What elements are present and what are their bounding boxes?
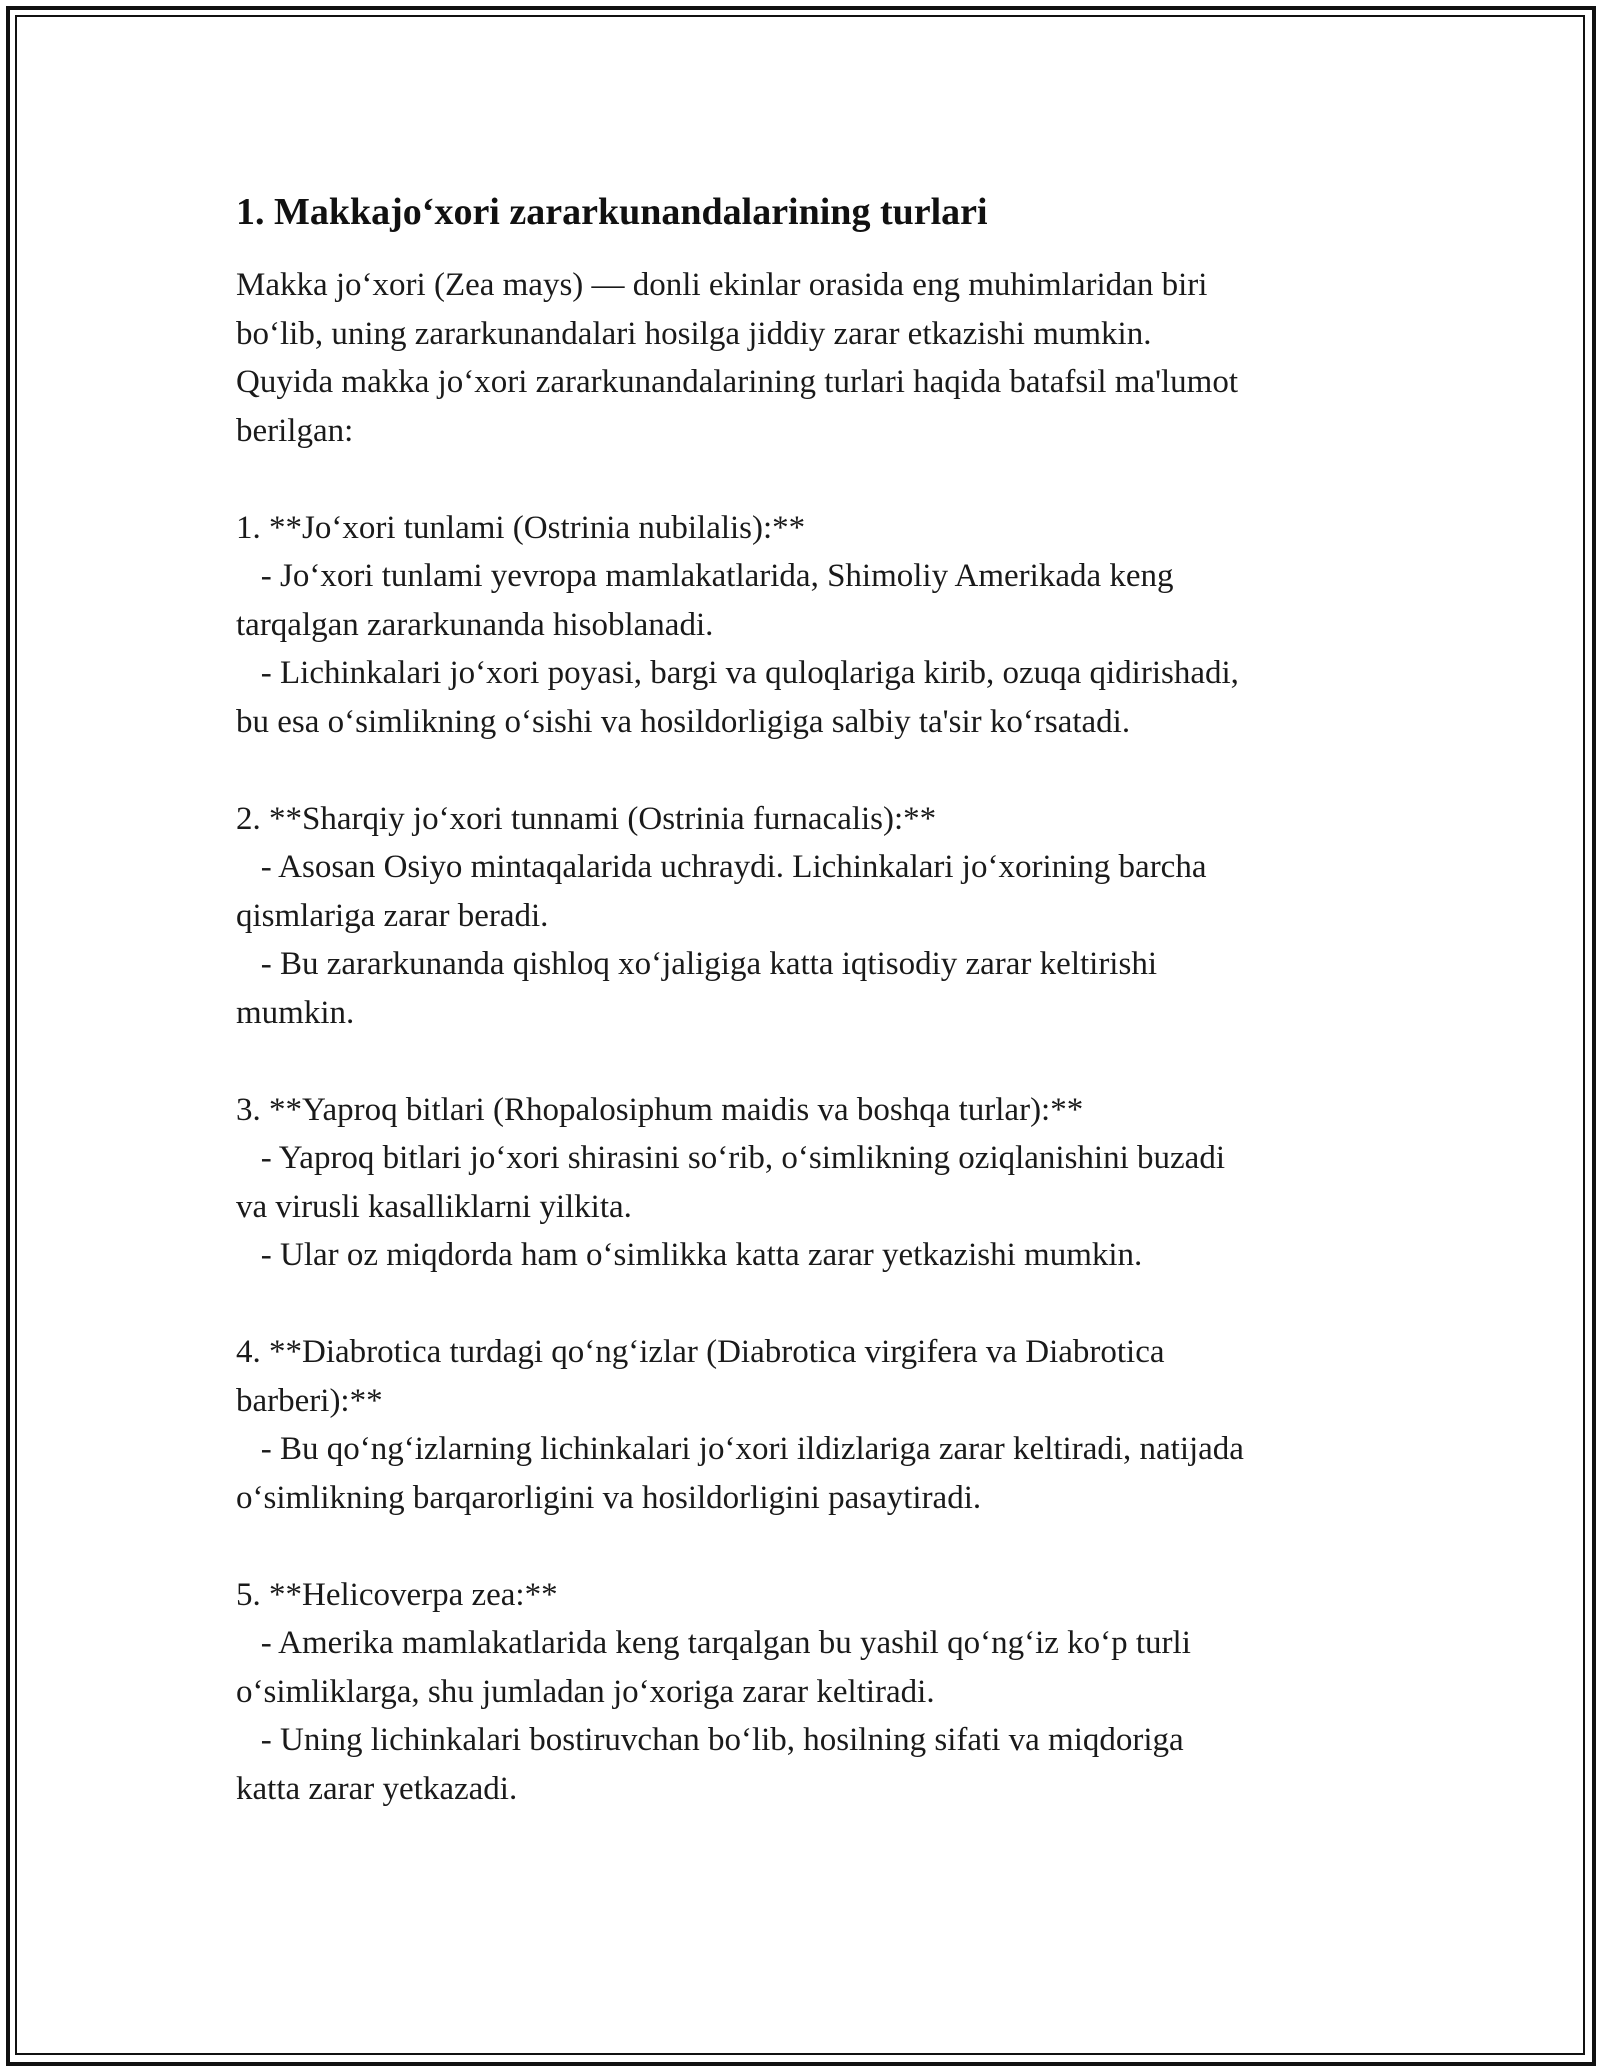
document-heading: 1. Makkajo‘xori zararkunandalarining turlari: [236, 191, 988, 233]
document-body-text: Makka jo‘xori (Zea mays) — donli ekinlar orasida eng muhimlaridan biri bo‘lib, uning zararkunandalari hosilga jiddiy zarar etkazishi mumkin. Quyida makka jo‘xori zararkunandalarining turlari haqida batafsil ma'lumot berilgan: 1. **Jo‘xori tunlami (Ostrinia nubilalis):** - Jo‘xori tunlami yevropa mamlakatlarida, Shimoliy Amerikada keng tarqalgan zararkunanda hisoblanadi. - Lichinkalari jo‘xori poyasi, bargi va quloqlariga kirib, ozuqa qidirishadi, bu esa o‘simlikning o‘sishi va hosildorligiga salbiy ta'sir ko‘rsatadi. 2. **Sharqiy jo‘xori tunnami (Ostrinia furnacalis):** - Asosan Osiyo mintaqalarida uchraydi. Lichinkalari jo‘xorining barcha qismlariga zarar beradi. - Bu zararkunanda qishloq xo‘jaligiga katta iqtisodiy zarar keltirishi mumkin. 3. **Yaproq bitlari (Rhopalosiphum maidis va boshqa turlar):** - Yaproq bitlari jo‘xori shirasini so‘rib, o‘simlikning oziqlanishini buzadi va virusli kasalliklarni yilkita. - Ular oz miqdorda ham o‘simlikka katta zarar yetkazishi mumkin. 4. **Diabrotica turdagi qo‘ng‘izlar (Diabrotica virgifera va Diabrotica barberi):** - Bu qo‘ng‘izlarning lichinkalari jo‘xori ildizlariga zarar keltiradi, natijada o‘simlikning barqarorligini va hosildorligini pasaytiradi. 5. **Helicoverpa zea:** - Amerika mamlakatlarida keng tarqalgan bu yashil qo‘ng‘iz ko‘p turli o‘simliklarga, shu jumladan jo‘xoriga zarar keltiradi. - Uning lichinkalari bostiruvchan bo‘lib, hosilning sifati va miqdoriga katta zarar yetkazadi.: [236, 267, 1244, 1807]
document-content: [236, 188, 1366, 1813]
